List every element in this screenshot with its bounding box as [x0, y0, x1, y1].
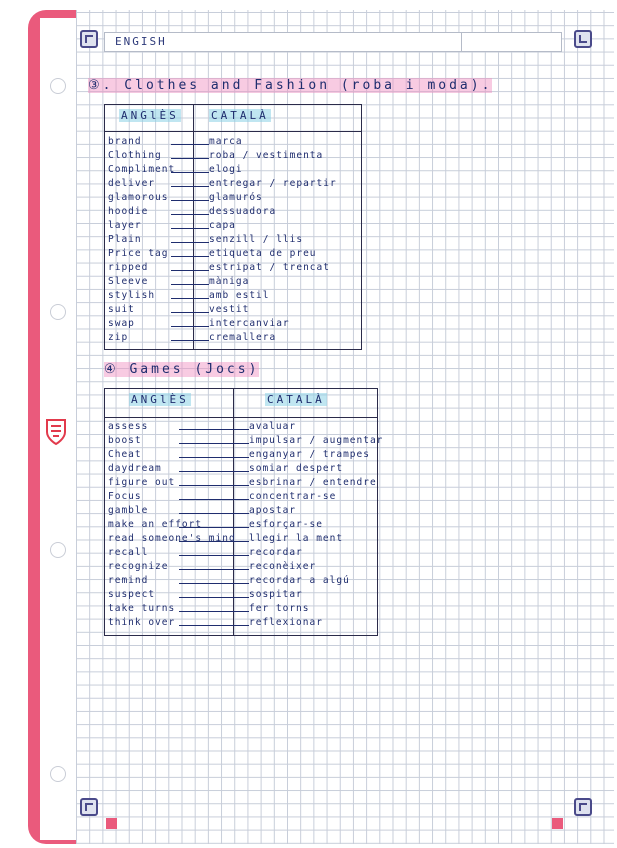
catalan-term: concentrar-se — [249, 491, 337, 502]
table-row — [105, 421, 377, 435]
english-term: recall — [108, 547, 149, 558]
english-term: Clothing — [108, 150, 162, 161]
table-row — [105, 505, 377, 519]
catalan-term: elogi — [209, 164, 243, 175]
table-row — [105, 304, 361, 318]
corner-mark-icon — [80, 798, 98, 816]
table-row — [105, 178, 361, 192]
table-row — [105, 449, 377, 463]
table-row — [105, 318, 361, 332]
english-term: Focus — [108, 491, 142, 502]
connector-line — [179, 583, 249, 584]
catalan-term: glamurós — [209, 192, 263, 203]
english-term: brand — [108, 136, 142, 147]
english-term: gamble — [108, 505, 149, 516]
english-term: remind — [108, 575, 149, 586]
table-row — [105, 617, 377, 631]
connector-line — [171, 340, 209, 341]
subject-header[interactable] — [104, 32, 562, 52]
connector-line — [179, 499, 249, 500]
section-1-title: ③. Clothes and Fashion (roba i moda). — [88, 78, 493, 93]
english-term: Plain — [108, 234, 142, 245]
english-term: glamorous — [108, 192, 169, 203]
table-row — [105, 220, 361, 234]
catalan-term: dessuadora — [209, 206, 277, 217]
table-row — [105, 491, 377, 505]
english-term: take turns — [108, 603, 176, 614]
english-term: Cheat — [108, 449, 142, 460]
catalan-term: apostar — [249, 505, 297, 516]
catalan-term: fer torns — [249, 603, 310, 614]
english-term: boost — [108, 435, 142, 446]
vocab-table-clothes — [104, 104, 362, 350]
catalan-term: impulsar / augmentar — [249, 435, 384, 446]
table-row — [105, 150, 361, 164]
column-header-catalan: CATALÀ — [211, 109, 269, 122]
subject-label: ENGISH — [115, 35, 167, 48]
catalan-term: esforçar-se — [249, 519, 323, 530]
connector-line — [171, 186, 209, 187]
connector-line — [171, 158, 209, 159]
english-term: ripped — [108, 262, 149, 273]
catalan-term: somiar despert — [249, 463, 344, 474]
binder-hole — [50, 304, 66, 320]
pink-marker — [106, 818, 117, 829]
catalan-term: etiqueta de preu — [209, 248, 317, 259]
connector-line — [179, 513, 249, 514]
table-row — [105, 276, 361, 290]
table-row — [105, 234, 361, 248]
english-term: recognize — [108, 561, 169, 572]
english-term: swap — [108, 318, 135, 329]
catalan-term: amb estil — [209, 290, 270, 301]
vocab-table-games — [104, 388, 384, 636]
binder-hole — [50, 78, 66, 94]
table-row — [105, 575, 377, 589]
english-term: layer — [108, 220, 142, 231]
english-term: read someone's mind — [108, 533, 236, 544]
connector-line — [171, 326, 209, 327]
table-row — [105, 248, 361, 262]
connector-line — [171, 256, 209, 257]
english-term: make an effort — [108, 519, 203, 530]
corner-mark-icon — [574, 798, 592, 816]
connector-line — [179, 611, 249, 612]
connector-line — [179, 597, 249, 598]
catalan-term: recordar a algú — [249, 575, 350, 586]
table-row — [105, 136, 361, 150]
english-term: think over — [108, 617, 176, 628]
connector-line — [171, 284, 209, 285]
table-row — [105, 561, 377, 575]
connector-line — [179, 443, 249, 444]
connector-line — [171, 242, 209, 243]
catalan-term: llegir la ment — [249, 533, 344, 544]
table-row — [105, 192, 361, 206]
connector-line — [179, 569, 249, 570]
table-row — [105, 533, 377, 547]
column-header-english: ANGlÈS — [131, 393, 189, 406]
connector-line — [171, 270, 209, 271]
table-row — [105, 463, 377, 477]
header-divider — [461, 33, 462, 51]
table-row — [105, 164, 361, 178]
table-row — [105, 547, 377, 561]
catalan-term: reconèixer — [249, 561, 317, 572]
connector-line — [179, 625, 249, 626]
catalan-term: senzill / llis — [209, 234, 304, 245]
english-term: Sleeve — [108, 276, 149, 287]
english-term: Compliment — [108, 164, 176, 175]
table-row — [105, 435, 384, 449]
connector-line — [171, 228, 209, 229]
catalan-term: entregar / repartir — [209, 178, 337, 189]
connector-line — [171, 298, 209, 299]
english-term: figure out — [108, 477, 176, 488]
connector-line — [171, 200, 209, 201]
table-row — [105, 603, 377, 617]
catalan-term: esbrinar / entendre — [249, 477, 377, 488]
english-term: suit — [108, 304, 135, 315]
pink-marker — [552, 818, 563, 829]
english-term: stylish — [108, 290, 156, 301]
header-rule — [105, 131, 361, 132]
english-term: zip — [108, 332, 129, 343]
shield-logo-icon — [45, 418, 67, 448]
connector-line — [179, 429, 249, 430]
english-term: daydream — [108, 463, 162, 474]
connector-line — [179, 457, 249, 458]
catalan-term: avaluar — [249, 421, 297, 432]
table-row — [105, 290, 361, 304]
column-header-catalan: CATALÀ — [267, 393, 325, 406]
english-term: hoodie — [108, 206, 149, 217]
connector-line — [179, 471, 249, 472]
catalan-term: vestit — [209, 304, 250, 315]
connector-line — [171, 312, 209, 313]
catalan-term: cremallera — [209, 332, 277, 343]
table-row — [105, 477, 377, 491]
catalan-term: reflexionar — [249, 617, 323, 628]
catalan-term: estripat / trencat — [209, 262, 330, 273]
table-row — [105, 519, 377, 533]
catalan-term: enganyar / trampes — [249, 449, 370, 460]
catalan-term: sospitar — [249, 589, 303, 600]
catalan-term: marca — [209, 136, 243, 147]
section-2-title: ④ Games (Jocs) — [104, 362, 260, 377]
connector-line — [171, 172, 209, 173]
catalan-term: intercanviar — [209, 318, 290, 329]
connector-line — [179, 555, 249, 556]
binder-hole — [50, 766, 66, 782]
connector-line — [171, 144, 209, 145]
catalan-term: capa — [209, 220, 236, 231]
connector-line — [171, 214, 209, 215]
catalan-term: recordar — [249, 547, 303, 558]
connector-line — [179, 485, 249, 486]
table-row — [105, 589, 377, 603]
english-term: Price tag — [108, 248, 169, 259]
catalan-term: màniga — [209, 276, 250, 287]
english-term: suspect — [108, 589, 156, 600]
table-row — [105, 206, 361, 220]
catalan-term: roba / vestimenta — [209, 150, 324, 161]
binder-hole — [50, 542, 66, 558]
english-term: assess — [108, 421, 149, 432]
column-header-english: ANGlÈS — [121, 109, 179, 122]
corner-mark-icon — [574, 30, 592, 48]
header-rule — [105, 417, 377, 418]
corner-mark-icon — [80, 30, 98, 48]
table-row — [105, 332, 361, 346]
english-term: deliver — [108, 178, 156, 189]
table-row — [105, 262, 361, 276]
